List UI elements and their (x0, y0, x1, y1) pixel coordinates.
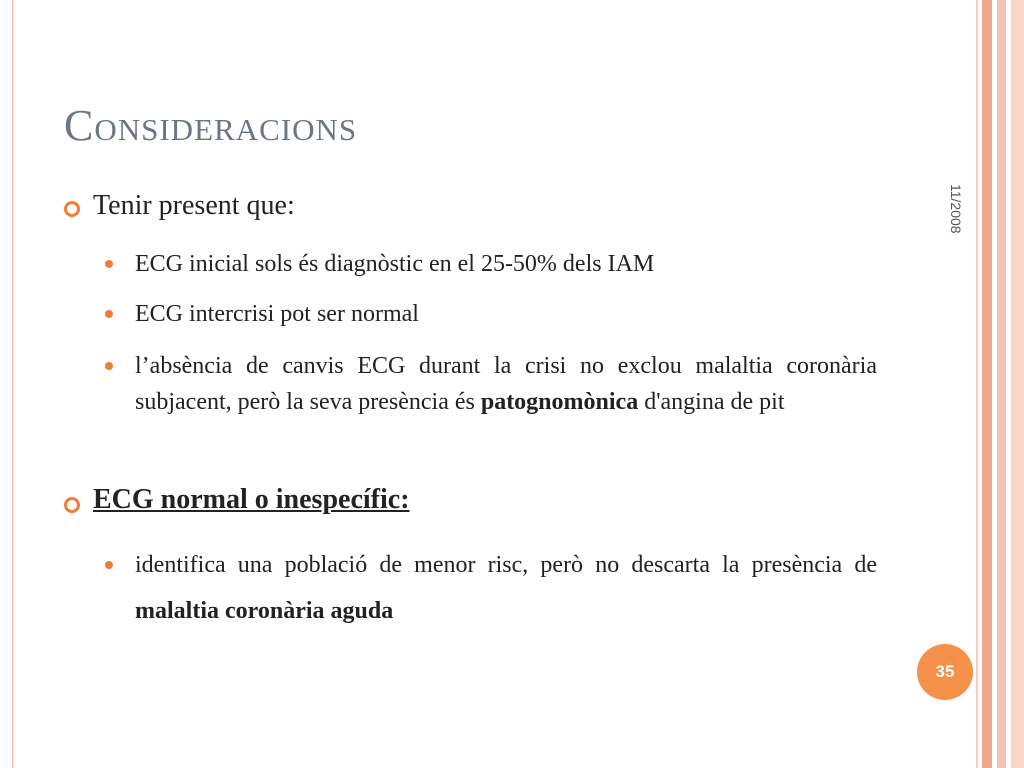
decorative-stripes (976, 0, 1024, 768)
slide-title: Consideracions (64, 101, 358, 150)
bullet-level1-text: Tenir present que: (93, 190, 295, 221)
bullet-ring-icon (64, 201, 80, 217)
bullet-level2-4 (105, 542, 877, 634)
bullet-dot-icon (105, 260, 113, 268)
bold-term: malaltia coronària aguda (135, 598, 394, 624)
bullet-level2-text: ECG inicial sols és diagnòstic en el 25-50% dels IAM (135, 251, 655, 277)
bullet-level1-text: ECG normal o inespecífic: (93, 484, 410, 515)
bullet-level2-3 (105, 348, 877, 420)
bullet-level2-text: identifica una població de menor risc, però no descarta la presència de malaltia coronària aguda (135, 552, 877, 624)
bold-term: patognomònica (480, 389, 639, 415)
bullet-level2-text: l’absència de canvis ECG durant la crisi no exclou malaltia coronària subjacent, però la seva presència és patognomònica d'angina de pit (135, 353, 877, 415)
bullet-dot-icon (105, 561, 113, 569)
bullet-level2-1 (105, 246, 877, 282)
bullet-ring-icon (64, 497, 80, 513)
bullet-dot-icon (105, 362, 113, 370)
bullet-dot-icon (105, 310, 113, 318)
page-number-badge: 35 (917, 644, 973, 700)
bullet-level2-text: ECG intercrisi pot ser normal (135, 301, 419, 327)
slide-date: 11/2008 (948, 184, 964, 234)
bullet-level2-2 (105, 296, 877, 332)
left-border-line (12, 0, 13, 768)
